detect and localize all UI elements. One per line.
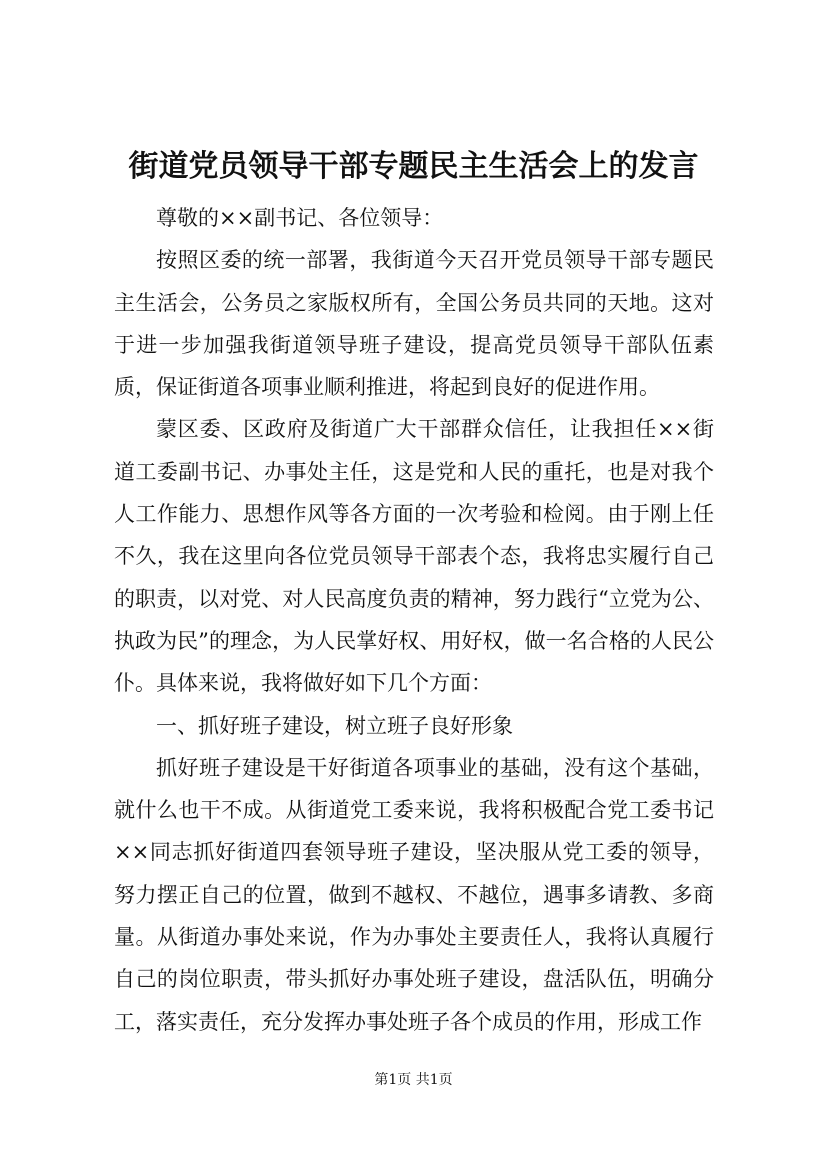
body-paragraph: 按照区委的统一部署，我街道今天召开党员领导干部专题民主生活会，公务员之家版权所有，全国公务员共同的天地。这对于进一步加强我街道领导班子建设，提高党员领导干部队伍素质，保证街道各项事业顺利推进，将起到良好的促进作用。 (114, 248, 714, 400)
body-paragraph: 蒙区委、区政府及街道广大干部群众信任，让我担任××街道工委副书记、办事处主任，这是党和人民的重托，也是对我个人工作能力、思想作风等各方面的一次考验和检阅。由于刚上任不久，我在这里向各位党员领导干部表个态，我将忠实履行自己的职责，以对党、对人民高度负责的精神，努力践行“立党为公、执政为民”的理念，为人民掌好权、用好权，做一名合格的人民公仆。具体来说，我将做好如下几个方面： (114, 417, 714, 696)
salutation-paragraph: 尊敬的××副书记、各位领导： (156, 206, 444, 230)
section-heading: 一、抓好班子建设，树立班子良好形象 (156, 713, 513, 738)
page-footer: 第1页 共1页 (374, 1072, 453, 1088)
body-paragraph: 抓好班子建设是干好街道各项事业的基础，没有这个基础，就什么也干不成。从街道党工委来说，我将积极配合党工委书记××同志抓好街道四套领导班子建设，坚决服从党工委的领导，努力摆正自己的位置，做到不越权、不越位，遇事多请教、多商量。从街道办事处来说，作为办事处主要责任人，我将认真履行自己的岗位职责，带头抓好办事处班子建设，盘活队伍，明确分工，落实责任，充分发挥办事处班子各个成员的作用，形成工作 (114, 755, 714, 1034)
document-body (114, 197, 714, 1043)
page-title: 街道党员领导干部专题民主生活会上的发言 (128, 149, 699, 184)
